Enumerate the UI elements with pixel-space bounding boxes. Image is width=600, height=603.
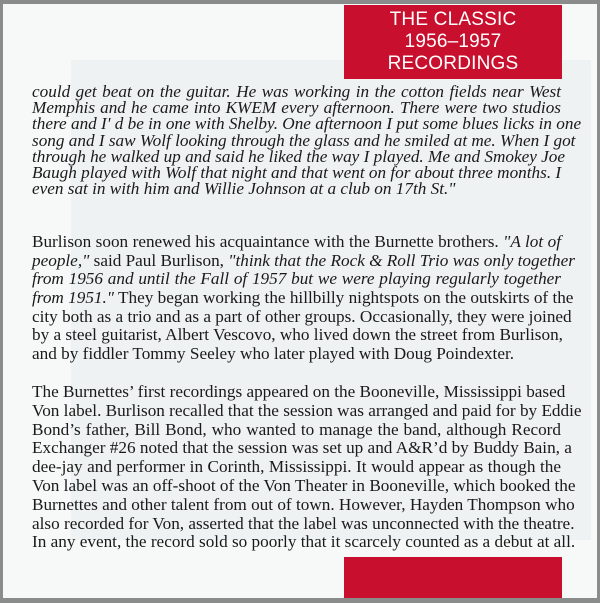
text-run: They began working the hillbilly nightspots on the outskirts of the — [114, 288, 574, 308]
title-line: THE CLASSIC — [389, 9, 517, 30]
von-label-paragraph — [32, 382, 582, 552]
text-line: Bond’s father, Bill Bond, who wanted to manage the band, although Record — [32, 419, 561, 439]
text-line: and by fiddler Tommy Seeley who later played with Doug Poindexter. — [32, 344, 515, 364]
footer-red-block — [344, 557, 562, 598]
text-line: dee-jay and performer in Corinth, Mississippi. It would appear as though the — [32, 457, 561, 477]
quote-run: people," — [32, 250, 90, 270]
quote-run: "A lot of — [503, 232, 561, 251]
text-line: Exchanger #26 noted that the session was set up and A&R’d by Buddy Bain, a — [32, 438, 572, 458]
text-line: The Burnettes’ first recordings appeared on the Booneville, Mississippi based — [32, 382, 566, 401]
section-title-box — [344, 5, 562, 79]
text-line: Von label. Burlison recalled that the session was arranged and paid for by Eddie — [32, 400, 582, 420]
text-line — [32, 250, 575, 271]
quote-paragraph — [32, 82, 582, 199]
booklet-page — [3, 4, 597, 598]
text-line — [32, 288, 574, 308]
text-line: from 1956 and until the Fall of 1957 but we were playing regularly together — [32, 269, 561, 289]
text-line: there and I' d be in one with Shelby. One afternoon I put some blues licks in one — [32, 114, 582, 134]
text-line: song and I saw Wolf looking through the glass and he smiled at me. When I got — [32, 130, 576, 150]
text-line: Burnettes and other talent from out of town. However, Hayden Thompson who — [32, 494, 575, 514]
quote-run: "think that the Rock & Roll Trio was only together — [228, 250, 575, 270]
text-line: Baugh played with Wolf that night and that went on for about three months. I — [32, 162, 562, 182]
text-run: said Paul Burlison, — [89, 250, 229, 270]
text-line: Von label was an off-shoot of the Von Theater in Booneville, which booked the — [32, 475, 576, 495]
text-line: city both as a trio and as a part of other groups. Occasionally, they were joined — [32, 306, 572, 326]
text-line — [32, 233, 561, 252]
quote-run: from 1951." — [32, 288, 115, 308]
burlison-paragraph — [32, 232, 575, 364]
text-line: also recorded for Von, asserted that the label was unconnected with the theatre. — [32, 513, 575, 533]
title-line: 1956–1957 — [404, 31, 502, 52]
text-line: In any event, the record sold so poorly that it scarcely counted as a debut at all. — [32, 532, 576, 552]
title-line: RECORDINGS — [387, 53, 519, 74]
text-line: by a steel guitarist, Albert Vescovo, who lived down the street from Burlison, — [32, 325, 563, 345]
text-line: even sat in with him and Willie Johnson at a club on 17th St." — [32, 179, 456, 199]
text-line: could get beat on the guitar. He was working in the cotton fields near West — [32, 82, 561, 101]
text-run: Burlison soon renewed his acquaintance with the Burnette brothers. — [32, 232, 504, 251]
text-line: through he walked up and said he liked the way I played. Me and Smokey Joe — [32, 146, 565, 166]
text-line: Memphis and he came into KWEM every afternoon. There were two studios — [32, 98, 561, 118]
